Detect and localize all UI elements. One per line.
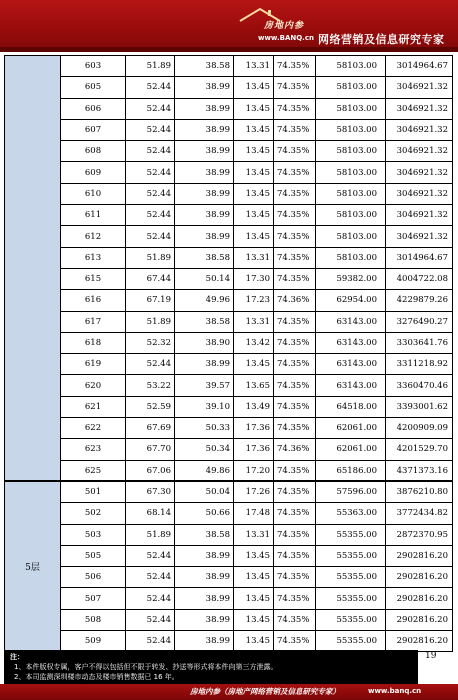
cell-room: 611 — [61, 205, 126, 226]
cell-ratio: 74.35% — [274, 418, 316, 439]
cell-area: 52.44 — [126, 205, 175, 226]
note-2: 2、本司监测深圳楼市动态及楼市销售数据已 16 年。 — [14, 673, 179, 681]
cell-unit-price: 62061.00 — [316, 418, 386, 439]
cell-inner-area: 50.04 — [175, 481, 234, 502]
cell-shared-area: 13.45 — [234, 141, 274, 162]
table-row — [5, 226, 453, 247]
cell-total-price: 3303641.76 — [386, 332, 453, 353]
table-row — [5, 396, 453, 417]
cell-total-price: 2902816.20 — [386, 631, 453, 652]
cell-area: 51.89 — [126, 311, 175, 332]
cell-area: 52.44 — [126, 545, 175, 566]
cell-room: 618 — [61, 332, 126, 353]
cell-ratio: 74.35% — [274, 631, 316, 652]
table-body — [5, 56, 453, 652]
cell-ratio: 74.36% — [274, 290, 316, 311]
cell-unit-price: 62954.00 — [316, 290, 386, 311]
cell-total-price: 3876210.80 — [386, 481, 453, 502]
cell-total-price: 2902816.20 — [386, 545, 453, 566]
footer-url: www.banq.cn — [368, 687, 422, 695]
table-row — [5, 567, 453, 588]
cell-total-price: 3311218.92 — [386, 354, 453, 375]
cell-total-price: 4371373.16 — [386, 460, 453, 481]
cell-shared-area: 13.45 — [234, 205, 274, 226]
notes-title: 注： — [10, 653, 24, 661]
cell-total-price: 4004722.08 — [386, 268, 453, 289]
cell-inner-area: 38.99 — [175, 354, 234, 375]
cell-shared-area: 17.36 — [234, 418, 274, 439]
cell-ratio: 74.35% — [274, 226, 316, 247]
cell-area: 51.89 — [126, 247, 175, 268]
cell-area: 51.89 — [126, 56, 175, 77]
cell-area: 52.59 — [126, 396, 175, 417]
cell-unit-price: 55355.00 — [316, 631, 386, 652]
table-row — [5, 56, 453, 77]
cell-ratio: 74.35% — [274, 460, 316, 481]
cell-shared-area: 13.45 — [234, 588, 274, 609]
cell-inner-area: 49.86 — [175, 460, 234, 481]
cell-room: 502 — [61, 503, 126, 524]
table-row — [5, 375, 453, 396]
cell-area: 52.44 — [126, 119, 175, 140]
cell-unit-price: 55355.00 — [316, 524, 386, 545]
cell-room: 509 — [61, 631, 126, 652]
footer-bar — [0, 684, 458, 700]
table-row — [5, 439, 453, 460]
cell-inner-area: 50.14 — [175, 268, 234, 289]
cell-room: 616 — [61, 290, 126, 311]
cell-inner-area: 38.99 — [175, 98, 234, 119]
table-row — [5, 460, 453, 481]
cell-unit-price: 59382.00 — [316, 268, 386, 289]
cell-ratio: 74.35% — [274, 162, 316, 183]
cell-total-price: 3046921.32 — [386, 226, 453, 247]
cell-total-price: 3393001.62 — [386, 396, 453, 417]
cell-shared-area: 13.45 — [234, 609, 274, 630]
cell-shared-area: 13.45 — [234, 183, 274, 204]
cell-room: 619 — [61, 354, 126, 375]
cell-area: 52.44 — [126, 226, 175, 247]
cell-inner-area: 38.99 — [175, 567, 234, 588]
cell-area: 52.44 — [126, 609, 175, 630]
cell-inner-area: 38.99 — [175, 631, 234, 652]
cell-inner-area: 38.58 — [175, 524, 234, 545]
cell-total-price: 3772434.82 — [386, 503, 453, 524]
cell-inner-area: 49.96 — [175, 290, 234, 311]
cell-room: 609 — [61, 162, 126, 183]
table-row — [5, 545, 453, 566]
cell-room: 507 — [61, 588, 126, 609]
cell-area: 52.44 — [126, 141, 175, 162]
header-stripe — [0, 47, 458, 52]
cell-total-price: 2872370.95 — [386, 524, 453, 545]
cell-ratio: 74.36% — [274, 439, 316, 460]
cell-ratio: 74.35% — [274, 524, 316, 545]
cell-ratio: 74.35% — [274, 396, 316, 417]
cell-ratio: 74.35% — [274, 311, 316, 332]
cell-inner-area: 38.99 — [175, 183, 234, 204]
cell-area: 52.44 — [126, 354, 175, 375]
cell-unit-price: 58103.00 — [316, 119, 386, 140]
cell-unit-price: 64518.00 — [316, 396, 386, 417]
footer-brand: 房地内参（房地产网络营销及信息研究专家） — [190, 687, 340, 696]
table-row — [5, 354, 453, 375]
cell-shared-area: 17.36 — [234, 439, 274, 460]
table-row — [5, 77, 453, 98]
cell-inner-area: 38.99 — [175, 119, 234, 140]
logo-url: www.BANQ.cn — [258, 34, 314, 42]
cell-inner-area: 38.99 — [175, 588, 234, 609]
cell-total-price: 4229879.26 — [386, 290, 453, 311]
cell-inner-area: 38.90 — [175, 332, 234, 353]
cell-total-price: 2902816.20 — [386, 609, 453, 630]
table-row — [5, 631, 453, 652]
table-row — [5, 183, 453, 204]
notes-box — [4, 650, 418, 686]
cell-total-price: 3046921.32 — [386, 141, 453, 162]
header-title: 网络营销及信息研究专家 — [318, 33, 445, 46]
cell-shared-area: 17.20 — [234, 460, 274, 481]
cell-room: 608 — [61, 141, 126, 162]
cell-area: 51.89 — [126, 524, 175, 545]
cell-total-price: 3046921.32 — [386, 119, 453, 140]
cell-ratio: 74.35% — [274, 56, 316, 77]
cell-unit-price: 58103.00 — [316, 141, 386, 162]
table-row — [5, 98, 453, 119]
cell-unit-price: 62061.00 — [316, 439, 386, 460]
table-row — [5, 311, 453, 332]
cell-area: 52.44 — [126, 631, 175, 652]
cell-shared-area: 13.45 — [234, 354, 274, 375]
cell-unit-price: 58103.00 — [316, 162, 386, 183]
cell-inner-area: 38.99 — [175, 162, 234, 183]
cell-shared-area: 13.45 — [234, 77, 274, 98]
cell-unit-price: 58103.00 — [316, 77, 386, 98]
cell-inner-area: 38.99 — [175, 545, 234, 566]
cell-ratio: 74.35% — [274, 141, 316, 162]
cell-room: 621 — [61, 396, 126, 417]
cell-unit-price: 65186.00 — [316, 460, 386, 481]
cell-room: 607 — [61, 119, 126, 140]
cell-inner-area: 50.33 — [175, 418, 234, 439]
cell-unit-price: 63143.00 — [316, 354, 386, 375]
cell-shared-area: 13.45 — [234, 162, 274, 183]
table-row — [5, 205, 453, 226]
cell-ratio: 74.35% — [274, 567, 316, 588]
cell-shared-area: 13.45 — [234, 545, 274, 566]
cell-inner-area: 38.99 — [175, 226, 234, 247]
note-1: 1、本件版权专属，客户不得以包括但不限于转发、抄送等形式将本件向第三方泄露。 — [14, 663, 278, 671]
floor-cell-continued — [5, 56, 61, 482]
cell-ratio: 74.35% — [274, 375, 316, 396]
cell-unit-price: 55355.00 — [316, 567, 386, 588]
cell-ratio: 74.35% — [274, 98, 316, 119]
cell-ratio: 74.35% — [274, 247, 316, 268]
cell-unit-price: 55355.00 — [316, 545, 386, 566]
cell-shared-area: 13.31 — [234, 311, 274, 332]
cell-area: 52.44 — [126, 588, 175, 609]
cell-area: 52.44 — [126, 77, 175, 98]
cell-ratio: 74.35% — [274, 77, 316, 98]
table-row — [5, 141, 453, 162]
table-row — [5, 418, 453, 439]
cell-unit-price: 58103.00 — [316, 56, 386, 77]
cell-inner-area: 50.66 — [175, 503, 234, 524]
cell-room: 503 — [61, 524, 126, 545]
cell-ratio: 74.35% — [274, 354, 316, 375]
cell-ratio: 74.35% — [274, 205, 316, 226]
table-row — [5, 524, 453, 545]
cell-unit-price: 58103.00 — [316, 98, 386, 119]
cell-total-price: 3276490.27 — [386, 311, 453, 332]
cell-total-price: 4200909.09 — [386, 418, 453, 439]
cell-shared-area: 13.65 — [234, 375, 274, 396]
cell-area: 67.30 — [126, 481, 175, 502]
cell-ratio: 74.35% — [274, 545, 316, 566]
table-row — [5, 162, 453, 183]
table-row — [5, 332, 453, 353]
cell-total-price: 2902816.20 — [386, 588, 453, 609]
cell-total-price: 2902816.20 — [386, 567, 453, 588]
cell-area: 52.44 — [126, 162, 175, 183]
cell-unit-price: 55363.00 — [316, 503, 386, 524]
table-row — [5, 290, 453, 311]
table-row — [5, 503, 453, 524]
cell-shared-area: 13.31 — [234, 56, 274, 77]
table-row — [5, 247, 453, 268]
cell-inner-area: 38.58 — [175, 311, 234, 332]
cell-inner-area: 38.99 — [175, 205, 234, 226]
cell-total-price: 3046921.32 — [386, 98, 453, 119]
cell-shared-area: 13.45 — [234, 226, 274, 247]
cell-total-price: 3046921.32 — [386, 205, 453, 226]
cell-shared-area: 17.23 — [234, 290, 274, 311]
floor-cell-5: 5层 — [5, 481, 61, 651]
cell-unit-price: 58103.00 — [316, 205, 386, 226]
cell-unit-price: 63143.00 — [316, 332, 386, 353]
cell-area: 68.14 — [126, 503, 175, 524]
page-number: 19 — [425, 651, 437, 661]
cell-shared-area: 13.45 — [234, 567, 274, 588]
cell-unit-price: 55355.00 — [316, 609, 386, 630]
cell-room: 617 — [61, 311, 126, 332]
cell-area: 67.06 — [126, 460, 175, 481]
cell-room: 508 — [61, 609, 126, 630]
cell-unit-price: 55355.00 — [316, 588, 386, 609]
cell-room: 506 — [61, 567, 126, 588]
cell-area: 52.32 — [126, 332, 175, 353]
cell-room: 615 — [61, 268, 126, 289]
cell-room: 610 — [61, 183, 126, 204]
cell-unit-price: 63143.00 — [316, 375, 386, 396]
cell-total-price: 4201529.70 — [386, 439, 453, 460]
cell-total-price: 3046921.32 — [386, 77, 453, 98]
cell-shared-area: 13.31 — [234, 247, 274, 268]
cell-room: 603 — [61, 56, 126, 77]
header-banner — [0, 0, 458, 52]
cell-ratio: 74.35% — [274, 609, 316, 630]
cell-ratio: 74.35% — [274, 588, 316, 609]
cell-ratio: 74.35% — [274, 119, 316, 140]
cell-inner-area: 38.99 — [175, 77, 234, 98]
cell-area: 67.19 — [126, 290, 175, 311]
cell-total-price: 3014964.67 — [386, 56, 453, 77]
cell-total-price: 3046921.32 — [386, 162, 453, 183]
table-row — [5, 481, 453, 502]
cell-total-price: 3360470.46 — [386, 375, 453, 396]
cell-shared-area: 13.45 — [234, 98, 274, 119]
table-row — [5, 609, 453, 630]
cell-shared-area: 13.49 — [234, 396, 274, 417]
cell-area: 52.44 — [126, 183, 175, 204]
cell-area: 67.44 — [126, 268, 175, 289]
cell-shared-area: 17.26 — [234, 481, 274, 502]
cell-area: 67.70 — [126, 439, 175, 460]
cell-shared-area: 17.48 — [234, 503, 274, 524]
cell-ratio: 74.35% — [274, 332, 316, 353]
cell-area: 52.44 — [126, 98, 175, 119]
cell-unit-price: 58103.00 — [316, 226, 386, 247]
table-row — [5, 268, 453, 289]
sales-table — [4, 55, 453, 652]
logo-text: 房地内参 — [264, 21, 305, 31]
cell-area: 67.69 — [126, 418, 175, 439]
cell-room: 625 — [61, 460, 126, 481]
table-row — [5, 119, 453, 140]
cell-inner-area: 50.34 — [175, 439, 234, 460]
cell-inner-area: 39.57 — [175, 375, 234, 396]
cell-inner-area: 38.58 — [175, 247, 234, 268]
cell-ratio: 74.35% — [274, 503, 316, 524]
cell-inner-area: 39.10 — [175, 396, 234, 417]
cell-room: 612 — [61, 226, 126, 247]
cell-ratio: 74.35% — [274, 268, 316, 289]
cell-area: 53.22 — [126, 375, 175, 396]
cell-shared-area: 13.45 — [234, 631, 274, 652]
cell-room: 620 — [61, 375, 126, 396]
cell-ratio: 74.35% — [274, 481, 316, 502]
cell-unit-price: 57596.00 — [316, 481, 386, 502]
cell-room: 623 — [61, 439, 126, 460]
cell-shared-area: 13.42 — [234, 332, 274, 353]
cell-inner-area: 38.99 — [175, 609, 234, 630]
cell-room: 501 — [61, 481, 126, 502]
cell-shared-area: 13.45 — [234, 119, 274, 140]
cell-inner-area: 38.58 — [175, 56, 234, 77]
cell-unit-price: 63143.00 — [316, 311, 386, 332]
cell-shared-area: 17.30 — [234, 268, 274, 289]
cell-room: 613 — [61, 247, 126, 268]
cell-total-price: 3046921.32 — [386, 183, 453, 204]
cell-unit-price: 58103.00 — [316, 183, 386, 204]
table-row — [5, 588, 453, 609]
cell-room: 505 — [61, 545, 126, 566]
cell-unit-price: 58103.00 — [316, 247, 386, 268]
cell-room: 605 — [61, 77, 126, 98]
cell-room: 606 — [61, 98, 126, 119]
cell-area: 52.44 — [126, 567, 175, 588]
cell-shared-area: 13.31 — [234, 524, 274, 545]
cell-total-price: 3014964.67 — [386, 247, 453, 268]
cell-room: 622 — [61, 418, 126, 439]
cell-ratio: 74.35% — [274, 183, 316, 204]
cell-inner-area: 38.99 — [175, 141, 234, 162]
